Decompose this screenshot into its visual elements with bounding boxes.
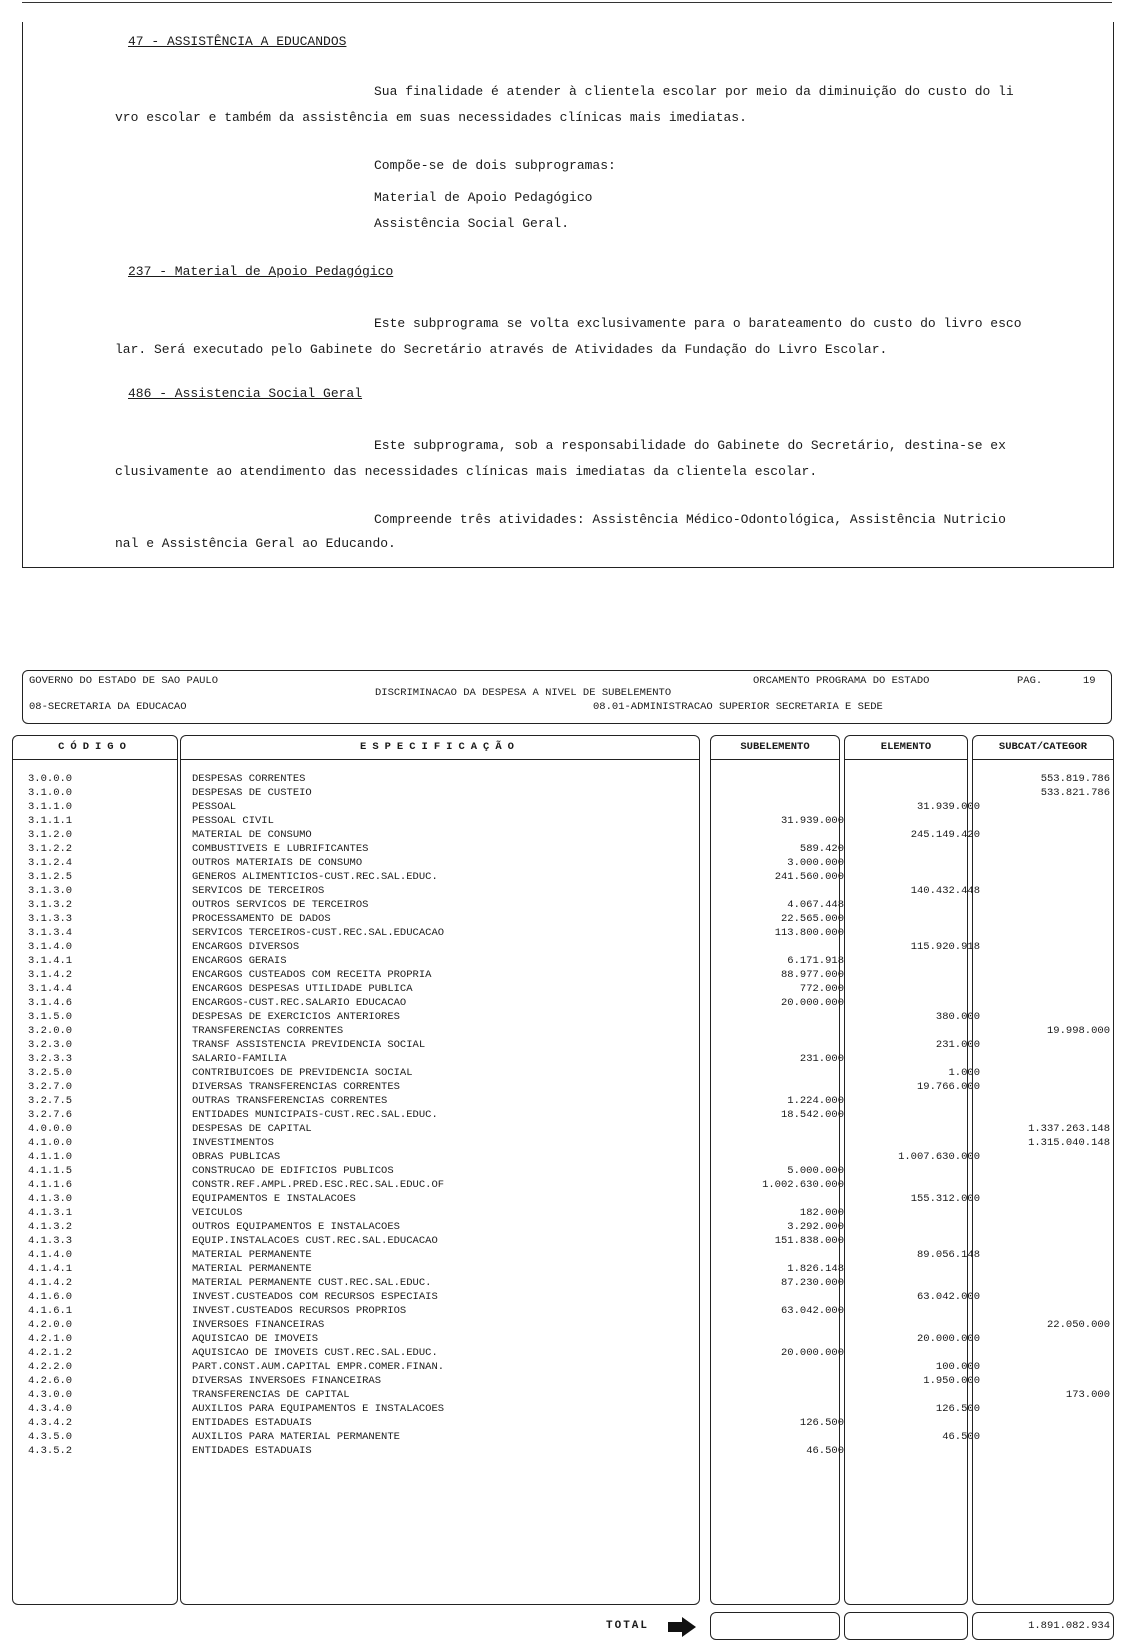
row-description: PESSOAL CIVIL — [192, 815, 274, 827]
row-subelemento: 772.000 — [799, 983, 844, 995]
row-description: ENCARGOS GERAIS — [192, 955, 287, 967]
table-row — [0, 1234, 1126, 1248]
row-description: INVERSOES FINANCEIRAS — [192, 1319, 325, 1331]
row-code: 3.2.3.0 — [28, 1039, 73, 1051]
row-elemento: 89.056.148 — [916, 1249, 980, 1261]
row-code: 4.2.2.0 — [28, 1361, 73, 1373]
row-elemento: 20.000.000 — [916, 1333, 980, 1345]
row-subelemento: 4.067.448 — [787, 899, 844, 911]
table-row — [0, 996, 1126, 1010]
row-elemento: 1.007.630.000 — [898, 1151, 980, 1163]
table-row — [0, 926, 1126, 940]
row-code: 3.1.3.4 — [28, 927, 73, 939]
table-row — [0, 1164, 1126, 1178]
row-subcat: 173.000 — [1065, 1389, 1110, 1401]
table-row — [0, 1038, 1126, 1052]
table-row — [0, 1220, 1126, 1234]
report-header — [22, 670, 1112, 724]
row-subcat: 553.819.786 — [1040, 773, 1110, 785]
row-code: 4.1.4.1 — [28, 1263, 73, 1275]
row-subelemento: 63.042.000 — [780, 1305, 844, 1317]
table-row — [0, 1402, 1126, 1416]
paragraph-47-line1: Sua finalidade é atender à clientela escolar por meio da diminuição do custo do li — [374, 84, 1014, 99]
total-label: TOTAL — [606, 1620, 650, 1632]
row-elemento: 46.500 — [942, 1431, 980, 1443]
table-row — [0, 1052, 1126, 1066]
row-description: OUTRAS TRANSFERENCIAS CORRENTES — [192, 1095, 388, 1107]
row-code: 3.1.3.3 — [28, 913, 73, 925]
table-row — [0, 1346, 1126, 1360]
row-description: INVEST.CUSTEADOS RECURSOS PROPRIOS — [192, 1305, 407, 1317]
page-label: PAG. — [1017, 675, 1043, 687]
row-subelemento: 589.420 — [799, 843, 844, 855]
heading-486: 486 - Assistencia Social Geral — [128, 386, 363, 401]
row-elemento: 140.432.448 — [910, 885, 980, 897]
row-code: 4.3.0.0 — [28, 1389, 73, 1401]
table-row — [0, 1276, 1126, 1290]
row-subcat: 1.337.263.148 — [1028, 1123, 1110, 1135]
row-description: VEICULOS — [192, 1207, 243, 1219]
row-code: 3.1.2.4 — [28, 857, 73, 869]
row-subelemento: 6.171.918 — [787, 955, 844, 967]
table-row — [0, 772, 1126, 786]
row-code: 4.0.0.0 — [28, 1123, 73, 1135]
row-description: MATERIAL PERMANENTE — [192, 1263, 312, 1275]
row-description: EQUIPAMENTOS E INSTALACOES — [192, 1193, 356, 1205]
row-description: COMBUSTIVEIS E LUBRIFICANTES — [192, 843, 369, 855]
table-row — [0, 954, 1126, 968]
row-description: SALARIO-FAMILIA — [192, 1053, 287, 1065]
budget-title: ORCAMENTO PROGRAMA DO ESTADO — [753, 675, 930, 687]
row-elemento: 63.042.000 — [916, 1291, 980, 1303]
row-description: AQUISICAO DE IMOVEIS — [192, 1333, 319, 1345]
row-elemento: 100.000 — [935, 1361, 980, 1373]
row-code: 3.1.4.0 — [28, 941, 73, 953]
row-subelemento: 22.565.000 — [780, 913, 844, 925]
paragraph-47-line2: vro escolar e também da assistência em suas necessidades clínicas mais imediatas. — [115, 110, 747, 125]
row-code: 4.3.4.2 — [28, 1417, 73, 1429]
total-elemento-box — [844, 1612, 968, 1640]
row-description: PROCESSAMENTO DE DADOS — [192, 913, 331, 925]
paragraph-486-line1: Este subprograma, sob a responsabilidade do Gabinete do Secretário, destina-se ex — [374, 438, 1006, 453]
row-subelemento: 3.000.000 — [787, 857, 844, 869]
row-description: EQUIP.INSTALACOES CUST.REC.SAL.EDUCACAO — [192, 1235, 438, 1247]
table-row — [0, 1136, 1126, 1150]
row-subelemento: 1.224.000 — [787, 1095, 844, 1107]
row-code: 3.1.3.0 — [28, 885, 73, 897]
row-code: 3.1.5.0 — [28, 1011, 73, 1023]
table-row — [0, 1374, 1126, 1388]
row-code: 3.2.7.5 — [28, 1095, 73, 1107]
row-description: DIVERSAS TRANSFERENCIAS CORRENTES — [192, 1081, 400, 1093]
row-description: AUXILIOS PARA MATERIAL PERMANENTE — [192, 1431, 400, 1443]
row-elemento: 1.950.000 — [923, 1375, 980, 1387]
row-elemento: 245.149.420 — [910, 829, 980, 841]
heading-47: 47 - ASSISTÊNCIA A EDUCANDOS — [128, 34, 347, 49]
row-description: GENEROS ALIMENTICIOS-CUST.REC.SAL.EDUC. — [192, 871, 438, 883]
table-row — [0, 800, 1126, 814]
page-number: 19 — [1083, 675, 1096, 687]
row-code: 4.1.6.0 — [28, 1291, 73, 1303]
table-row — [0, 842, 1126, 856]
paragraph-486-line2: clusivamente ao atendimento das necessidades clínicas mais imediatas da clientela escolar. — [115, 464, 818, 479]
table-row — [0, 1360, 1126, 1374]
row-code: 3.1.2.5 — [28, 871, 73, 883]
table-row — [0, 828, 1126, 842]
table-row — [0, 912, 1126, 926]
row-subelemento: 18.542.000 — [780, 1109, 844, 1121]
row-description: MATERIAL PERMANENTE CUST.REC.SAL.EDUC. — [192, 1277, 432, 1289]
government-name: GOVERNO DO ESTADO DE SAO PAULO — [29, 675, 219, 687]
row-elemento: 19.766.000 — [916, 1081, 980, 1093]
row-code: 4.2.1.2 — [28, 1347, 73, 1359]
row-description: DIVERSAS INVERSOES FINANCEIRAS — [192, 1375, 382, 1387]
table-row — [0, 1024, 1126, 1038]
row-code: 4.1.3.0 — [28, 1193, 73, 1205]
row-code: 4.1.6.1 — [28, 1305, 73, 1317]
row-code: 3.2.7.6 — [28, 1109, 73, 1121]
row-description: ENTIDADES ESTADUAIS — [192, 1417, 312, 1429]
table-row — [0, 1332, 1126, 1346]
row-description: INVESTIMENTOS — [192, 1137, 274, 1149]
row-code: 4.1.1.5 — [28, 1165, 73, 1177]
row-description: DESPESAS DE EXERCICIOS ANTERIORES — [192, 1011, 400, 1023]
row-description: PESSOAL — [192, 801, 237, 813]
row-description: TRANSF ASSISTENCIA PREVIDENCIA SOCIAL — [192, 1039, 426, 1051]
table-row — [0, 1108, 1126, 1122]
row-subcat: 1.315.040.148 — [1028, 1137, 1110, 1149]
row-description: ENTIDADES ESTADUAIS — [192, 1445, 312, 1457]
unit-name: 08.01-ADMINISTRACAO SUPERIOR SECRETARIA E SEDE — [593, 701, 883, 713]
row-description: DESPESAS DE CUSTEIO — [192, 787, 312, 799]
table-row — [0, 1416, 1126, 1430]
row-code: 4.1.1.0 — [28, 1151, 73, 1163]
row-subelemento: 151.838.000 — [774, 1235, 844, 1247]
row-subelemento: 113.800.000 — [774, 927, 844, 939]
row-code: 4.2.0.0 — [28, 1319, 73, 1331]
table-row — [0, 1080, 1126, 1094]
table-row — [0, 1066, 1126, 1080]
row-description: PART.CONST.AUM.CAPITAL EMPR.COMER.FINAN. — [192, 1361, 445, 1373]
table-row — [0, 968, 1126, 982]
row-subelemento: 20.000.000 — [780, 997, 844, 1009]
row-code: 4.1.4.2 — [28, 1277, 73, 1289]
row-subelemento: 241.560.000 — [774, 871, 844, 883]
paragraph-237-line2: lar. Será executado pelo Gabinete do Secretário através de Atividades da Fundação do Livro Escolar. — [115, 342, 888, 357]
row-elemento: 1.000 — [948, 1067, 980, 1079]
row-subelemento: 3.292.000 — [787, 1221, 844, 1233]
row-code: 4.1.3.3 — [28, 1235, 73, 1247]
row-description: ENCARGOS-CUST.REC.SALARIO EDUCACAO — [192, 997, 407, 1009]
row-code: 3.1.4.6 — [28, 997, 73, 1009]
row-subcat: 533.821.786 — [1040, 787, 1110, 799]
table-row — [0, 1388, 1126, 1402]
top-rule — [22, 2, 1112, 3]
row-subelemento: 31.939.000 — [780, 815, 844, 827]
row-subcat: 22.050.000 — [1046, 1319, 1110, 1331]
row-description: MATERIAL PERMANENTE — [192, 1249, 312, 1261]
row-code: 3.1.3.2 — [28, 899, 73, 911]
row-description: ENCARGOS DESPESAS UTILIDADE PUBLICA — [192, 983, 413, 995]
report-subtitle: DISCRIMINACAO DA DESPESA A NIVEL DE SUBELEMENTO — [375, 687, 672, 699]
table-row — [0, 1094, 1126, 1108]
table-row — [0, 786, 1126, 800]
row-subelemento: 20.000.000 — [780, 1347, 844, 1359]
table-row — [0, 1248, 1126, 1262]
row-elemento: 115.920.918 — [910, 941, 980, 953]
row-code: 3.1.2.0 — [28, 829, 73, 841]
table-row — [0, 814, 1126, 828]
total-subelemento-box — [710, 1612, 840, 1640]
row-elemento: 31.939.000 — [916, 801, 980, 813]
row-subelemento: 5.000.000 — [787, 1165, 844, 1177]
row-description: CONSTRUCAO DE EDIFICIOS PUBLICOS — [192, 1165, 394, 1177]
table-row — [0, 898, 1126, 912]
narrative-box — [22, 22, 1114, 568]
row-description: CONSTR.REF.AMPL.PRED.ESC.REC.SAL.EDUC.OF — [192, 1179, 445, 1191]
table-row — [0, 1206, 1126, 1220]
row-description: AUXILIOS PARA EQUIPAMENTOS E INSTALACOES — [192, 1403, 445, 1415]
arrow-right-icon — [668, 1617, 696, 1637]
row-code: 4.2.1.0 — [28, 1333, 73, 1345]
row-code: 3.1.4.4 — [28, 983, 73, 995]
row-description: AQUISICAO DE IMOVEIS CUST.REC.SAL.EDUC. — [192, 1347, 438, 1359]
table-row — [0, 1178, 1126, 1192]
row-description: ENCARGOS CUSTEADOS COM RECEITA PROPRIA — [192, 969, 432, 981]
row-subelemento: 1.002.630.000 — [762, 1179, 844, 1191]
row-elemento: 126.500 — [935, 1403, 980, 1415]
table-row — [0, 1290, 1126, 1304]
total-value: 1.891.082.934 — [1028, 1620, 1110, 1632]
table-row — [0, 1010, 1126, 1024]
column-header-codigo: CÓDIGO — [13, 736, 177, 760]
row-description: TRANSFERENCIAS DE CAPITAL — [192, 1389, 350, 1401]
row-elemento: 380.000 — [935, 1011, 980, 1023]
row-description: ENCARGOS DIVERSOS — [192, 941, 300, 953]
row-code: 3.1.1.1 — [28, 815, 73, 827]
row-subelemento: 87.230.000 — [780, 1277, 844, 1289]
row-code: 4.3.5.2 — [28, 1445, 73, 1457]
table-row — [0, 884, 1126, 898]
row-description: DESPESAS DE CAPITAL — [192, 1123, 312, 1135]
table-row — [0, 1430, 1126, 1444]
row-code: 3.2.5.0 — [28, 1067, 73, 1079]
row-subelemento: 126.500 — [799, 1417, 844, 1429]
row-code: 4.3.4.0 — [28, 1403, 73, 1415]
row-subcat: 19.998.000 — [1046, 1025, 1110, 1037]
heading-237: 237 - Material de Apoio Pedagógico — [128, 264, 394, 279]
subprogram-2: Assistência Social Geral. — [374, 216, 570, 231]
table-row — [0, 940, 1126, 954]
table-row — [0, 982, 1126, 996]
row-description: DESPESAS CORRENTES — [192, 773, 306, 785]
paragraph-486b-line1: Compreende três atividades: Assistência Médico-Odontológica, Assistência Nutricio — [374, 512, 1006, 527]
column-header-subelemento: SUBELEMENTO — [711, 736, 839, 760]
paragraph-47-compose: Compõe-se de dois subprogramas: — [374, 158, 616, 173]
table-row — [0, 1444, 1126, 1458]
subprogram-1: Material de Apoio Pedagógico — [374, 190, 593, 205]
row-code: 3.1.2.2 — [28, 843, 73, 855]
row-code: 3.1.4.2 — [28, 969, 73, 981]
row-code: 3.1.0.0 — [28, 787, 73, 799]
row-code: 4.1.3.2 — [28, 1221, 73, 1233]
row-code: 3.0.0.0 — [28, 773, 73, 785]
row-description: INVEST.CUSTEADOS COM RECURSOS ESPECIAIS — [192, 1291, 438, 1303]
row-description: OUTROS EQUIPAMENTOS E INSTALACOES — [192, 1221, 400, 1233]
row-code: 4.1.4.0 — [28, 1249, 73, 1261]
row-elemento: 231.000 — [935, 1039, 980, 1051]
row-elemento: 155.312.000 — [910, 1193, 980, 1205]
row-code: 3.1.4.1 — [28, 955, 73, 967]
row-description: OUTROS SERVICOS DE TERCEIROS — [192, 899, 369, 911]
table-row — [0, 1262, 1126, 1276]
row-subelemento: 1.826.148 — [787, 1263, 844, 1275]
row-code: 4.1.3.1 — [28, 1207, 73, 1219]
table-row — [0, 856, 1126, 870]
row-code: 4.2.6.0 — [28, 1375, 73, 1387]
table-row — [0, 1192, 1126, 1206]
row-description: TRANSFERENCIAS CORRENTES — [192, 1025, 344, 1037]
row-subelemento: 46.500 — [806, 1445, 844, 1457]
secretariat-name: 08-SECRETARIA DA EDUCACAO — [29, 701, 187, 713]
table-row — [0, 1318, 1126, 1332]
row-code: 3.1.1.0 — [28, 801, 73, 813]
row-code: 3.2.7.0 — [28, 1081, 73, 1093]
row-code: 3.2.3.3 — [28, 1053, 73, 1065]
table-row — [0, 870, 1126, 884]
row-description: CONTRIBUICOES DE PREVIDENCIA SOCIAL — [192, 1067, 413, 1079]
column-header-elemento: ELEMENTO — [845, 736, 967, 760]
row-subelemento: 88.977.000 — [780, 969, 844, 981]
row-code: 4.1.0.0 — [28, 1137, 73, 1149]
row-subelemento: 182.000 — [799, 1207, 844, 1219]
row-subelemento: 231.000 — [799, 1053, 844, 1065]
row-code: 4.1.1.6 — [28, 1179, 73, 1191]
row-description: OUTROS MATERIAIS DE CONSUMO — [192, 857, 363, 869]
paragraph-486b-line2: nal e Assistência Geral ao Educando. — [115, 536, 396, 551]
table-row — [0, 1304, 1126, 1318]
row-description: SERVICOS DE TERCEIROS — [192, 885, 325, 897]
column-header-subcat: SUBCAT/CATEGOR — [973, 736, 1113, 760]
table-row — [0, 1122, 1126, 1136]
row-description: SERVICOS TERCEIROS-CUST.REC.SAL.EDUCACAO — [192, 927, 445, 939]
row-description: ENTIDADES MUNICIPAIS-CUST.REC.SAL.EDUC. — [192, 1109, 438, 1121]
column-header-especificacao: ESPECIFICAÇÃO — [181, 736, 699, 760]
row-description: MATERIAL DE CONSUMO — [192, 829, 312, 841]
table-row — [0, 1150, 1126, 1164]
row-code: 3.2.0.0 — [28, 1025, 73, 1037]
row-description: OBRAS PUBLICAS — [192, 1151, 281, 1163]
paragraph-237-line1: Este subprograma se volta exclusivamente para o barateamento do custo do livro esco — [374, 316, 1022, 331]
row-code: 4.3.5.0 — [28, 1431, 73, 1443]
